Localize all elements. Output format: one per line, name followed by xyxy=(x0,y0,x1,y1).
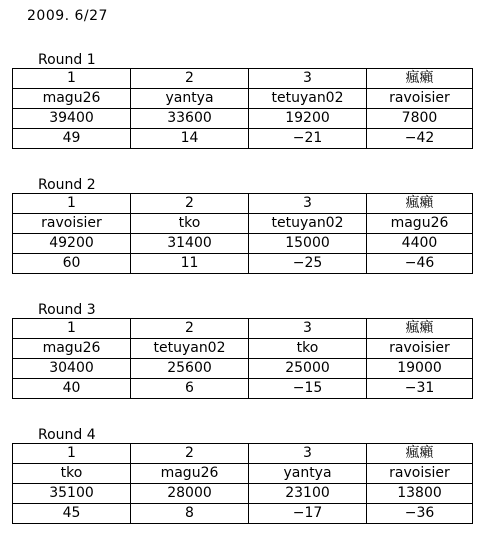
rank-cell: 1 xyxy=(13,194,131,214)
score-cell: 60 xyxy=(13,254,131,274)
points-cell: 25000 xyxy=(249,359,367,379)
score-cell: 14 xyxy=(131,129,249,149)
player-cell: tetuyan02 xyxy=(131,339,249,359)
player-cell: ravoisier xyxy=(367,89,473,109)
round-3-table xyxy=(12,318,473,399)
points-row xyxy=(13,109,473,129)
player-row xyxy=(13,339,473,359)
score-cell: −31 xyxy=(367,379,473,399)
score-cell: −25 xyxy=(249,254,367,274)
player-cell: ravoisier xyxy=(13,214,131,234)
rank-header-row xyxy=(13,444,473,464)
score-cell: 49 xyxy=(13,129,131,149)
points-cell: 23100 xyxy=(249,484,367,504)
player-cell: magu26 xyxy=(131,464,249,484)
points-cell: 25600 xyxy=(131,359,249,379)
score-cell: −36 xyxy=(367,504,473,524)
rank-cell: 2 xyxy=(131,319,249,339)
round-2-section xyxy=(12,177,472,274)
player-cell: tko xyxy=(131,214,249,234)
rank-cell: 3 xyxy=(249,319,367,339)
rank-cell: 2 xyxy=(131,194,249,214)
page-date: 2009. 6/27 xyxy=(27,8,108,24)
points-row xyxy=(13,234,473,254)
round-2-table xyxy=(12,193,473,274)
player-cell: ravoisier xyxy=(367,464,473,484)
round-title: Round 4 xyxy=(38,427,96,443)
points-cell: 19000 xyxy=(367,359,473,379)
player-cell: tetuyan02 xyxy=(249,214,367,234)
round-4-section xyxy=(12,427,472,524)
points-row xyxy=(13,484,473,504)
points-cell: 49200 xyxy=(13,234,131,254)
rank-cell: 3 xyxy=(249,194,367,214)
points-cell: 4400 xyxy=(367,234,473,254)
points-cell: 31400 xyxy=(131,234,249,254)
round-title: Round 1 xyxy=(38,52,96,68)
round-3-section xyxy=(12,302,472,399)
score-row xyxy=(13,129,473,149)
round-title: Round 3 xyxy=(38,302,96,318)
player-cell: tetuyan02 xyxy=(249,89,367,109)
score-row xyxy=(13,504,473,524)
rank-cell: 1 xyxy=(13,69,131,89)
rank-cell: 1 xyxy=(13,319,131,339)
rank-cell: 瘋癩 xyxy=(367,69,473,89)
player-cell: yantya xyxy=(249,464,367,484)
rank-header-row xyxy=(13,69,473,89)
player-cell: yantya xyxy=(131,89,249,109)
rank-cell: 3 xyxy=(249,69,367,89)
score-cell: −17 xyxy=(249,504,367,524)
points-row xyxy=(13,359,473,379)
player-cell: tko xyxy=(13,464,131,484)
points-cell: 28000 xyxy=(131,484,249,504)
player-cell: magu26 xyxy=(13,89,131,109)
points-cell: 19200 xyxy=(249,109,367,129)
round-4-table xyxy=(12,443,473,524)
score-cell: −46 xyxy=(367,254,473,274)
rank-cell: 瘋癩 xyxy=(367,319,473,339)
player-row xyxy=(13,214,473,234)
rank-cell: 2 xyxy=(131,69,249,89)
score-cell: 8 xyxy=(131,504,249,524)
rank-cell: 瘋癩 xyxy=(367,444,473,464)
points-cell: 30400 xyxy=(13,359,131,379)
points-cell: 39400 xyxy=(13,109,131,129)
round-title: Round 2 xyxy=(38,177,96,193)
player-cell: tko xyxy=(249,339,367,359)
score-cell: 6 xyxy=(131,379,249,399)
points-cell: 35100 xyxy=(13,484,131,504)
score-cell: 45 xyxy=(13,504,131,524)
rank-cell: 3 xyxy=(249,444,367,464)
rank-cell: 瘋癩 xyxy=(367,194,473,214)
points-cell: 13800 xyxy=(367,484,473,504)
rank-header-row xyxy=(13,319,473,339)
score-cell: −21 xyxy=(249,129,367,149)
rank-cell: 2 xyxy=(131,444,249,464)
player-cell: ravoisier xyxy=(367,339,473,359)
round-1-table xyxy=(12,68,473,149)
rank-header-row xyxy=(13,194,473,214)
points-cell: 15000 xyxy=(249,234,367,254)
score-cell: 11 xyxy=(131,254,249,274)
player-row xyxy=(13,89,473,109)
score-row xyxy=(13,254,473,274)
points-cell: 7800 xyxy=(367,109,473,129)
score-cell: −42 xyxy=(367,129,473,149)
score-row xyxy=(13,379,473,399)
player-cell: magu26 xyxy=(13,339,131,359)
score-cell: −15 xyxy=(249,379,367,399)
points-cell: 33600 xyxy=(131,109,249,129)
round-1-section xyxy=(12,52,472,149)
player-row xyxy=(13,464,473,484)
rank-cell: 1 xyxy=(13,444,131,464)
player-cell: magu26 xyxy=(367,214,473,234)
score-cell: 40 xyxy=(13,379,131,399)
